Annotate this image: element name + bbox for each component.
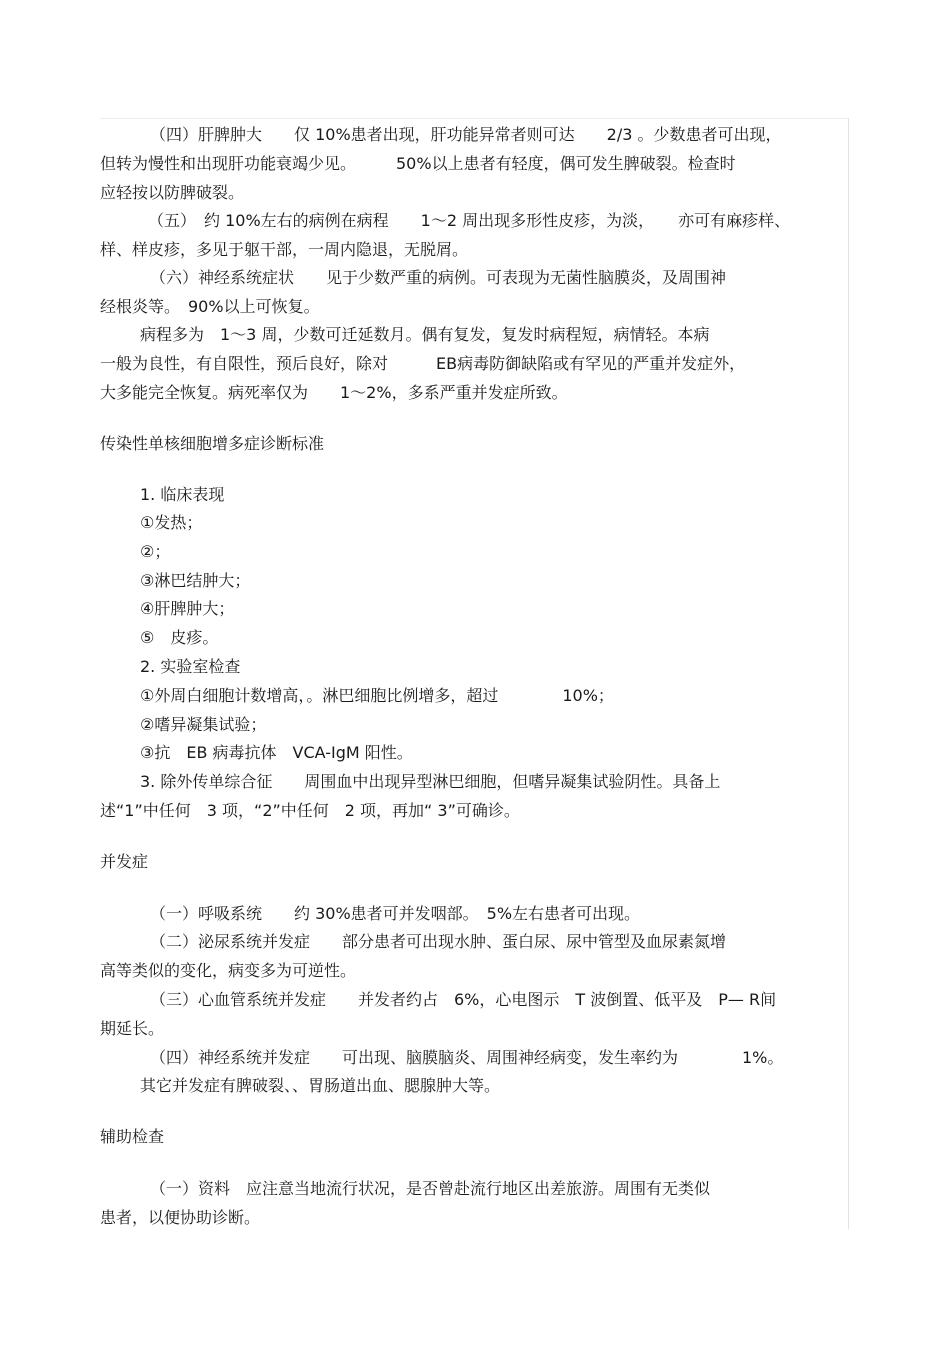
list-item: ⑤ 皮疹。 [140,628,219,647]
paragraph-line: 应轻按以防脾破裂。 [100,183,245,202]
paragraph-line: 患者，以便协助诊断。 [100,1208,261,1227]
list-item: ②嗜异凝集试验； [140,715,267,734]
list-item: ③淋巴结肿大； [140,571,251,590]
list-heading: 3. 除外传单综合征 周围血中出现异型淋巴细胞，但嗜异凝集试验阴性。具备上 [140,772,721,791]
paragraph-line: （六）神经系统症状 见于少数严重的病例。可表现为无菌性脑膜炎，及周围神 [150,268,727,287]
paragraph-line: 但转为慢性和出现肝功能衰竭少见。 50%以上患者有轻度，偶可发生脾破裂。检查时 [100,154,736,173]
paragraph-line: 病程多为 1～3 周，少数可迁延数月。偶有复发，复发时病程短，病情轻。本病 [140,325,710,344]
list-item: ②； [140,542,171,561]
paragraph-line: 大多能完全恢复。病死率仅为 1～2%，多系严重并发症所致。 [100,383,568,402]
paragraph-line: 样、样皮疹，多见于躯干部，一周内隐退，无脱屑。 [100,240,469,259]
paragraph-line: 其它并发症有脾破裂、、胃肠道出血、腮腺肿大等。 [140,1076,501,1095]
paragraph-line: （四）肝脾肿大 仅 10%患者出现，肝功能异常者则可达 2/3 。少数患者可出现， [150,125,782,144]
paragraph-line: 经根炎等。 90%以上可恢复。 [100,297,320,316]
paragraph-line: （一）呼吸系统 约 30%患者可并发咽部。 5%左右患者可出现。 [150,904,641,923]
paragraph-line: （三）心血管系统并发症 并发者约占 6%，心电图示 T 波倒置、低平及 P— R间 [150,990,777,1009]
list-heading: 2. 实验室检查 [140,657,241,676]
section-heading: 并发症 [100,852,149,871]
list-item: ①发热； [140,513,203,532]
paragraph-line: （二）泌尿系统并发症 部分患者可出现水肿、蛋白尿、尿中管型及血尿素氮增 [150,932,727,951]
section-heading: 传染性单核细胞增多症诊断标准 [100,434,325,453]
list-item: ③抗 EB 病毒抗体 VCA-IgM 阳性。 [140,743,413,762]
paragraph-line: （一）资料 应注意当地流行状况，是否曾赴流行地区出差旅游。周围有无类似 [150,1179,711,1198]
list-item: ①外周白细胞计数增高，。淋巴细胞比例增多，超过 10%； [140,686,614,705]
paragraph-line: 高等类似的变化，病变多为可逆性。 [100,961,357,980]
paragraph-line: （五） 约 10%左右的病例在病程 1～2 周出现多形性皮疹，为淡， 亦可有麻疹样、 [148,211,791,230]
list-item: ④肝脾肿大； [140,599,235,618]
list-heading: 1. 临床表现 [140,485,225,504]
paragraph-line: 述“1”中任何 3 项，“2”中任何 2 项，再加“ 3”可确诊。 [100,801,520,820]
paragraph-line: 一般为良性，有自限性，预后良好，除对 EB病毒防御缺陷或有罕见的严重并发症外， [100,354,746,373]
paragraph-line: （四）神经系统并发症 可出现、脑膜脑炎、周围神经病变，发生率约为 1%。 [150,1048,784,1067]
paragraph-line: 期延长。 [100,1019,165,1038]
section-heading: 辅助检查 [100,1127,165,1146]
